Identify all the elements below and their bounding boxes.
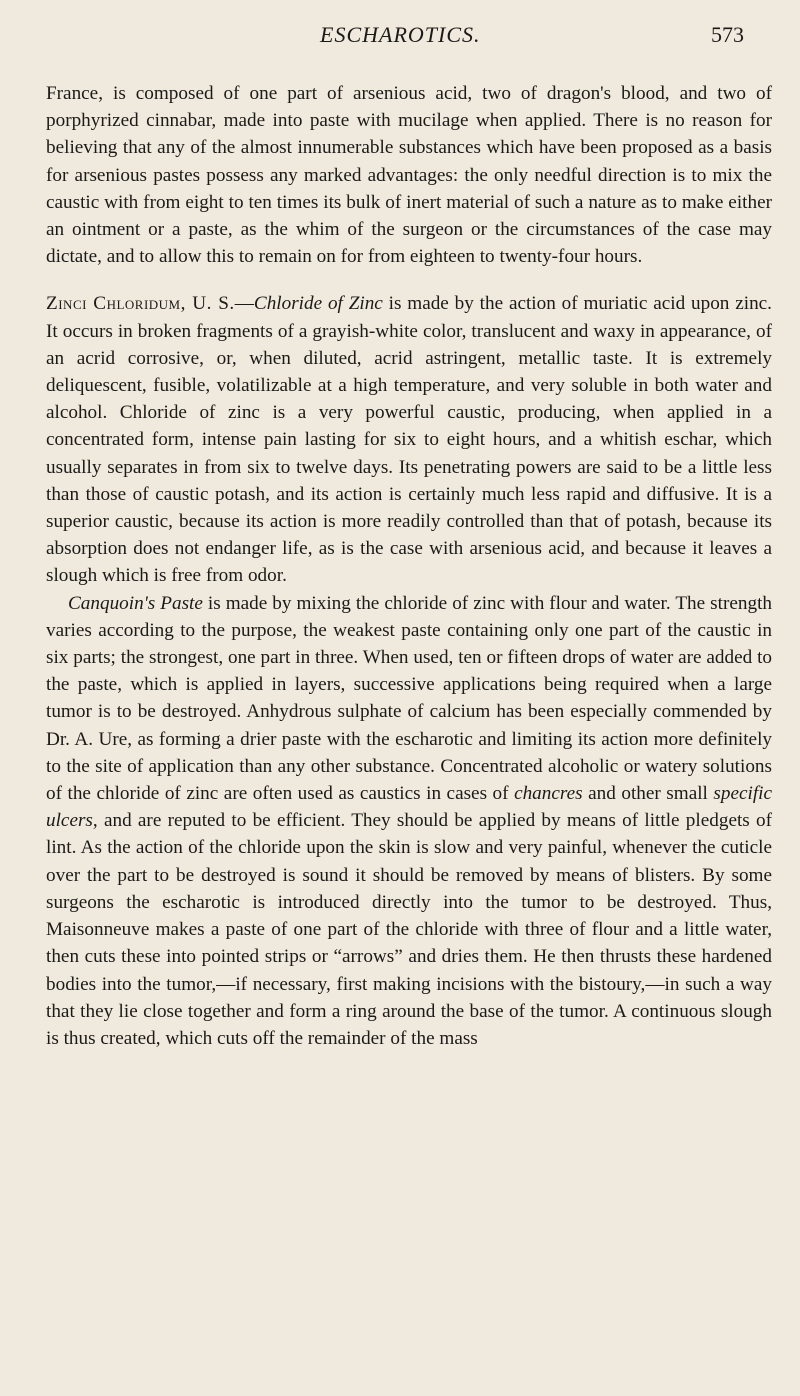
paste-title: Canquoin's Paste <box>68 592 203 614</box>
page-header <box>0 22 800 56</box>
heading-dash: — <box>234 293 254 315</box>
term-chancres: chancres <box>514 783 583 805</box>
paragraph-arsenious-pastes <box>46 80 772 270</box>
page-number: 573 <box>711 22 744 47</box>
paragraph-text: is made by mixing the chloride of zinc with flour and water. The strength varies according to the purpose, the weakest paste containing only one part of the caustic in six parts; the strongest, one part in three. When used, ten or fifteen drops of water are added to the paste, which is applied in layers, successive applications being required when a large tumor is to be destroyed. Anhydrous sulphate of calcium has been especially commended by Dr. A. Ure, as forming a drier paste with the escharotic and limiting its action more definitely to the site of application than any other substance. Concentrated alcoholic or watery solutions of the chloride of zinc are often used as caustics in cases of <box>46 592 772 805</box>
paragraph-zinci-chloridum <box>46 290 772 589</box>
paragraph-text: France, is composed of one part of arsenious acid, two of dragon's blood, and two of porphyrized cinnabar, made into paste with mucilage when applied. There is no reason for believing that any of the almost innumerable substances which have been proposed as a basis for arsenious pastes possess any marked advantages: the only needful direction is to mix the caustic with from eight to ten times its bulk of inert material of such a nature as to make either an ointment or a paste, as the whim of the surgeon or the circumstances of the case may dictate, and to allow this to remain on for from eighteen to twenty-four hours. <box>46 83 772 268</box>
term-specific-ulcers: specific ulcers <box>46 783 772 832</box>
paragraph-text: , and are reputed to be efficient. They should be applied by means of little pledgets of lint. As the action of the chloride upon the skin is slow and very painful, whenever the cuticle over the part to be destroyed is sound it should be removed by means of blisters. By some surgeons the escharotic is introduced directly into the tumor to be destroyed. Thus, Maisonneuve makes a paste of one part of the chloride with three of flour and a little water, then cuts these into pointed strips or “arrows” and dries them. He then thrusts these hardened bodies into the tumor,—if necessary, first making incisions with the bistoury,—in such a way that they lie close together and form a ring around the base of the tumor. A continuous slough is thus created, which cuts off the remainder of the mass <box>46 810 772 1049</box>
running-head: ESCHAROTICS. <box>320 22 481 47</box>
section-title: Chloride of Zinc <box>253 293 383 315</box>
paragraph-canquoins-paste <box>46 590 772 1052</box>
section-heading: Zinci Chloridum, U. S. <box>46 293 235 315</box>
paragraph-text: and other small <box>582 783 714 805</box>
paragraph-text: is made by the action of muriatic acid upon zinc. It occurs in broken fragments of a grayish-white color, translucent and waxy in appearance, of an acrid corrosive, or, when diluted, acrid astringent, metallic taste. It is extremely deliquescent, fusible, volatilizable at a high temperature, and very soluble in both water and alcohol. Chloride of zinc is a very powerful caustic, producing, when applied in a concentrated form, intense pain lasting for six to eight hours, and a whitish eschar, which usually separates in from six to twelve days. Its penetrating powers are said to be a little less than those of caustic potash, and its action is certainly much less rapid and diffusive. It is a superior caustic, because its action is more readily controlled than that of potash, because its absorption does not endanger life, as is the case with arsenious acid, and because it leaves a slough which is free from odor. <box>46 293 772 587</box>
body-text <box>46 80 772 1052</box>
